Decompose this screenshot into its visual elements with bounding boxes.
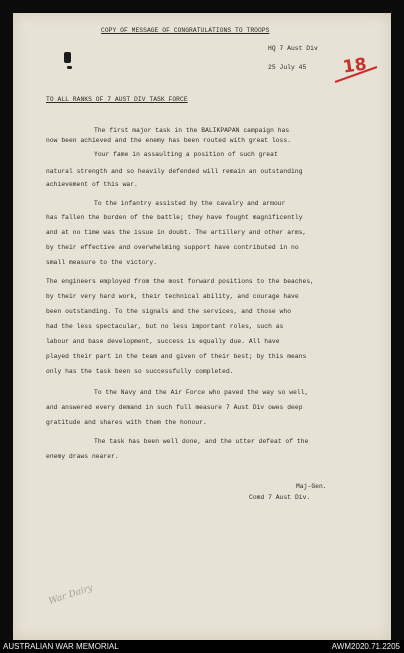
date-line: 25 July 45 — [268, 64, 307, 71]
body-line: To the Navy and the Air Force who paved the way so well, — [94, 389, 309, 396]
archive-footer — [0, 640, 404, 653]
footer-institution: AUSTRALIAN WAR MEMORIAL — [3, 642, 119, 651]
headquarters-line: HQ 7 Aust Div — [268, 45, 318, 52]
body-line: played their part in the team and given of their best; by this means — [46, 353, 307, 360]
body-line: The task has been well done, and the utter defeat of the — [94, 438, 309, 445]
punch-hole-mark — [67, 66, 72, 69]
footer-accession-number: AWM2020.71.2205 — [331, 642, 400, 651]
body-line: and at no time was the issue in doubt. The artillery and other arms, — [46, 229, 307, 236]
body-line: The first major task in the BALIKPAPAN campaign has — [94, 127, 290, 134]
body-line: Your fame in assaulting a position of such great — [94, 151, 278, 158]
body-line: only has the task been so successfully completed. — [46, 368, 234, 375]
body-line: labour and base development, success is equally due. All have — [46, 338, 280, 345]
signature-rank: Maj-Gen. — [296, 483, 327, 490]
body-line: achievement of this war. — [46, 181, 138, 188]
punch-hole-mark — [64, 52, 71, 63]
body-line: by their very hard work, their technical ability, and courage have — [46, 293, 299, 300]
body-line: The engineers employed from the most forward positions to the beaches, — [46, 278, 315, 285]
body-line: been outstanding. To the signals and the services, and those who — [46, 308, 292, 315]
body-line: enemy draws nearer. — [46, 453, 119, 460]
document-heading: COPY OF MESSAGE OF CONGRATULATIONS TO TROOPS — [101, 27, 270, 34]
body-line: now been achieved and the enemy has been routed with great loss. — [46, 137, 292, 144]
body-line: by their effective and overwhelming support have contributed in no — [46, 244, 299, 251]
pencil-annotation: War Dairy — [47, 583, 95, 607]
body-line: had the less spectacular, but no less important roles, such as — [46, 323, 284, 330]
handwritten-underline-mark — [332, 65, 382, 85]
body-line: natural strength and so heavily defended will remain an outstanding — [46, 168, 303, 175]
handwritten-folio-number: 18 — [341, 54, 368, 78]
body-line: and answered every demand in such full measure 7 Aust Div owes deep — [46, 404, 303, 411]
body-line: To the infantry assisted by the cavalry and armour — [94, 200, 286, 207]
salutation: TO ALL RANKS OF 7 AUST DIV TASK FORCE — [46, 96, 188, 103]
signature-title: Comd 7 Aust Div. — [249, 494, 311, 501]
body-line: has fallen the burden of the battle; they have fought magnificently — [46, 214, 303, 221]
body-line: gratitude and shares with them the honour. — [46, 419, 207, 426]
body-line: small measure to the victory. — [46, 259, 158, 266]
